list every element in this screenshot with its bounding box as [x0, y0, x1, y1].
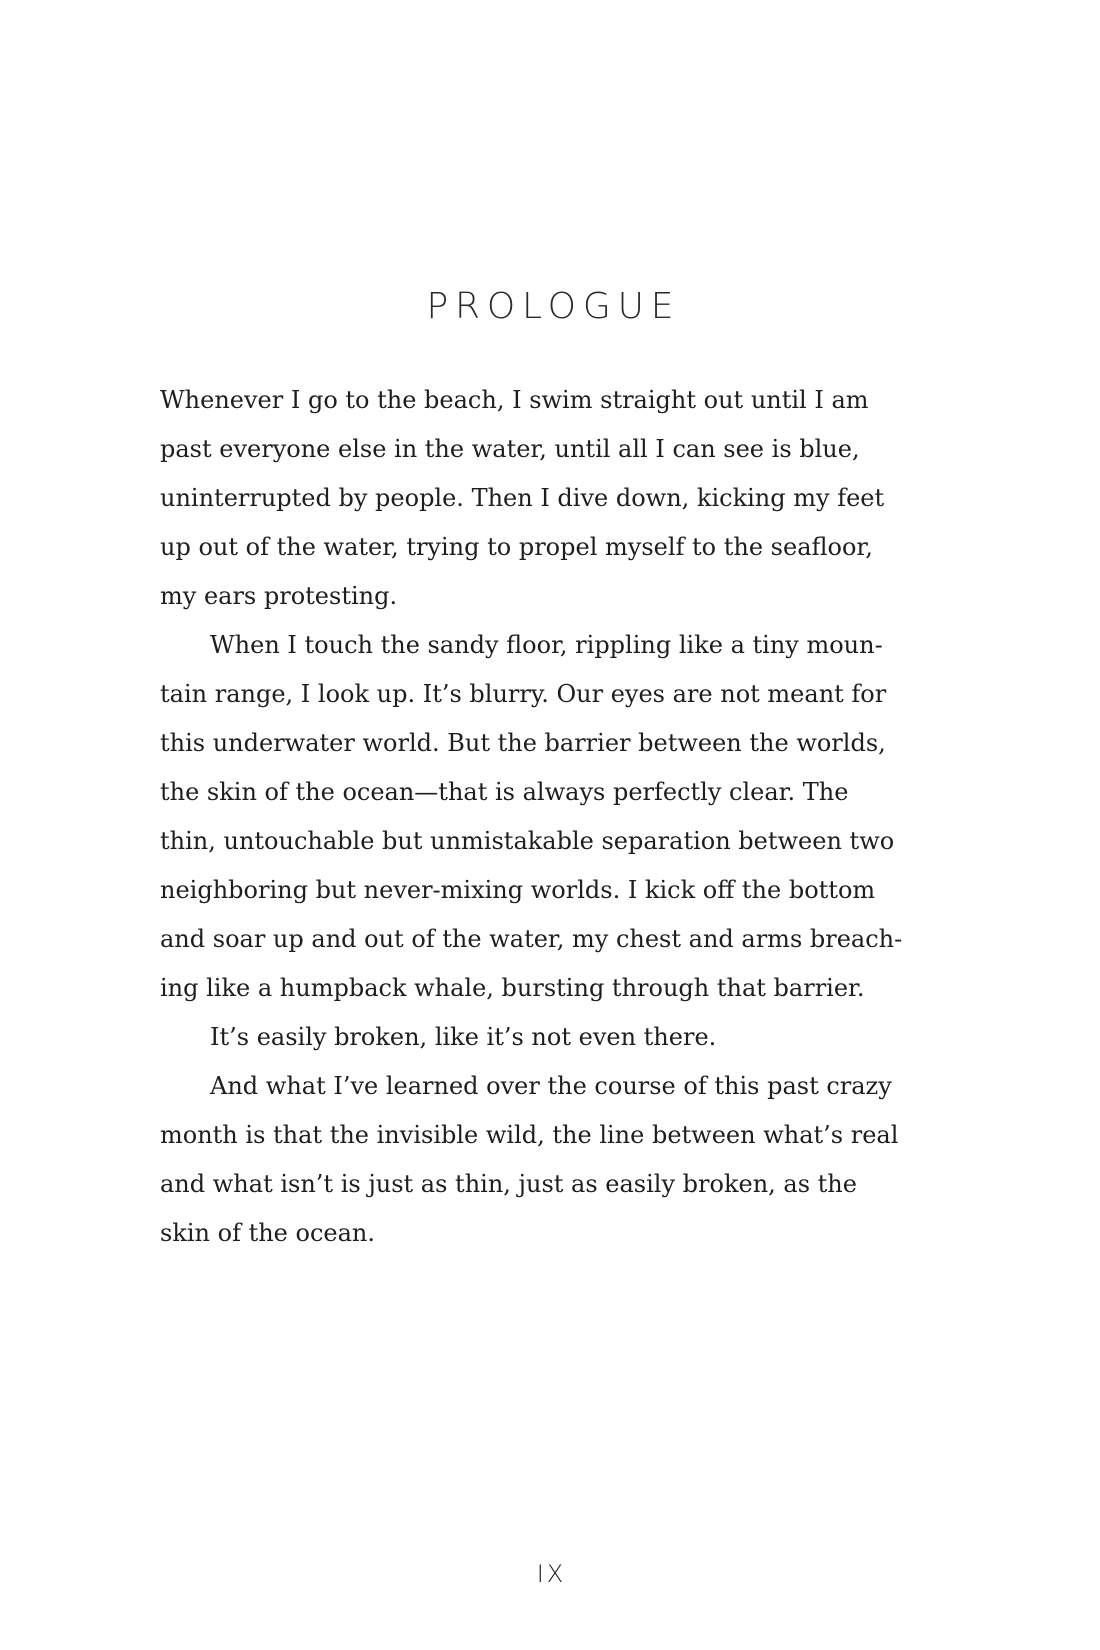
text-line: this underwater world. But the barrier between the worlds,	[160, 729, 886, 757]
paragraph	[160, 376, 950, 621]
text-line: thin, untouchable but unmistakable separation between two	[160, 827, 895, 855]
paragraph	[160, 621, 950, 1013]
text-line: and soar up and out of the water, my chest and arms breach-	[160, 925, 903, 953]
text-line: the skin of the ocean—that is always perfectly clear. The	[160, 778, 849, 806]
paragraph	[160, 1062, 950, 1258]
body-text	[160, 376, 950, 1258]
text-line: neighboring but never-mixing worlds. I kick off the bottom	[160, 876, 876, 904]
chapter-title: PROLOGUE	[426, 286, 681, 327]
text-line: ing like a humpback whale, bursting through that barrier.	[160, 974, 865, 1002]
text-line: Whenever I go to the beach, I swim straight out until I am	[160, 386, 869, 414]
text-line: past everyone else in the water, until all I can see is blue,	[160, 435, 860, 463]
text-line: skin of the ocean.	[160, 1219, 376, 1247]
text-line: When I touch the sandy floor, rippling like a tiny moun-	[210, 631, 883, 659]
paragraph	[160, 1013, 950, 1062]
text-line: month is that the invisible wild, the line between what’s real	[160, 1121, 899, 1149]
text-line: tain range, I look up. It’s blurry. Our eyes are not meant for	[160, 680, 887, 708]
page-number: IX	[536, 1560, 567, 1588]
text-line: uninterrupted by people. Then I dive down, kicking my feet	[160, 484, 885, 512]
text-line: And what I’ve learned over the course of this past crazy	[210, 1072, 892, 1100]
text-line: up out of the water, trying to propel myself to the seafloor,	[160, 533, 873, 561]
text-line: It’s easily broken, like it’s not even there.	[210, 1023, 717, 1051]
text-line: and what isn’t is just as thin, just as easily broken, as the	[160, 1170, 857, 1198]
text-line: my ears protesting.	[160, 582, 398, 610]
